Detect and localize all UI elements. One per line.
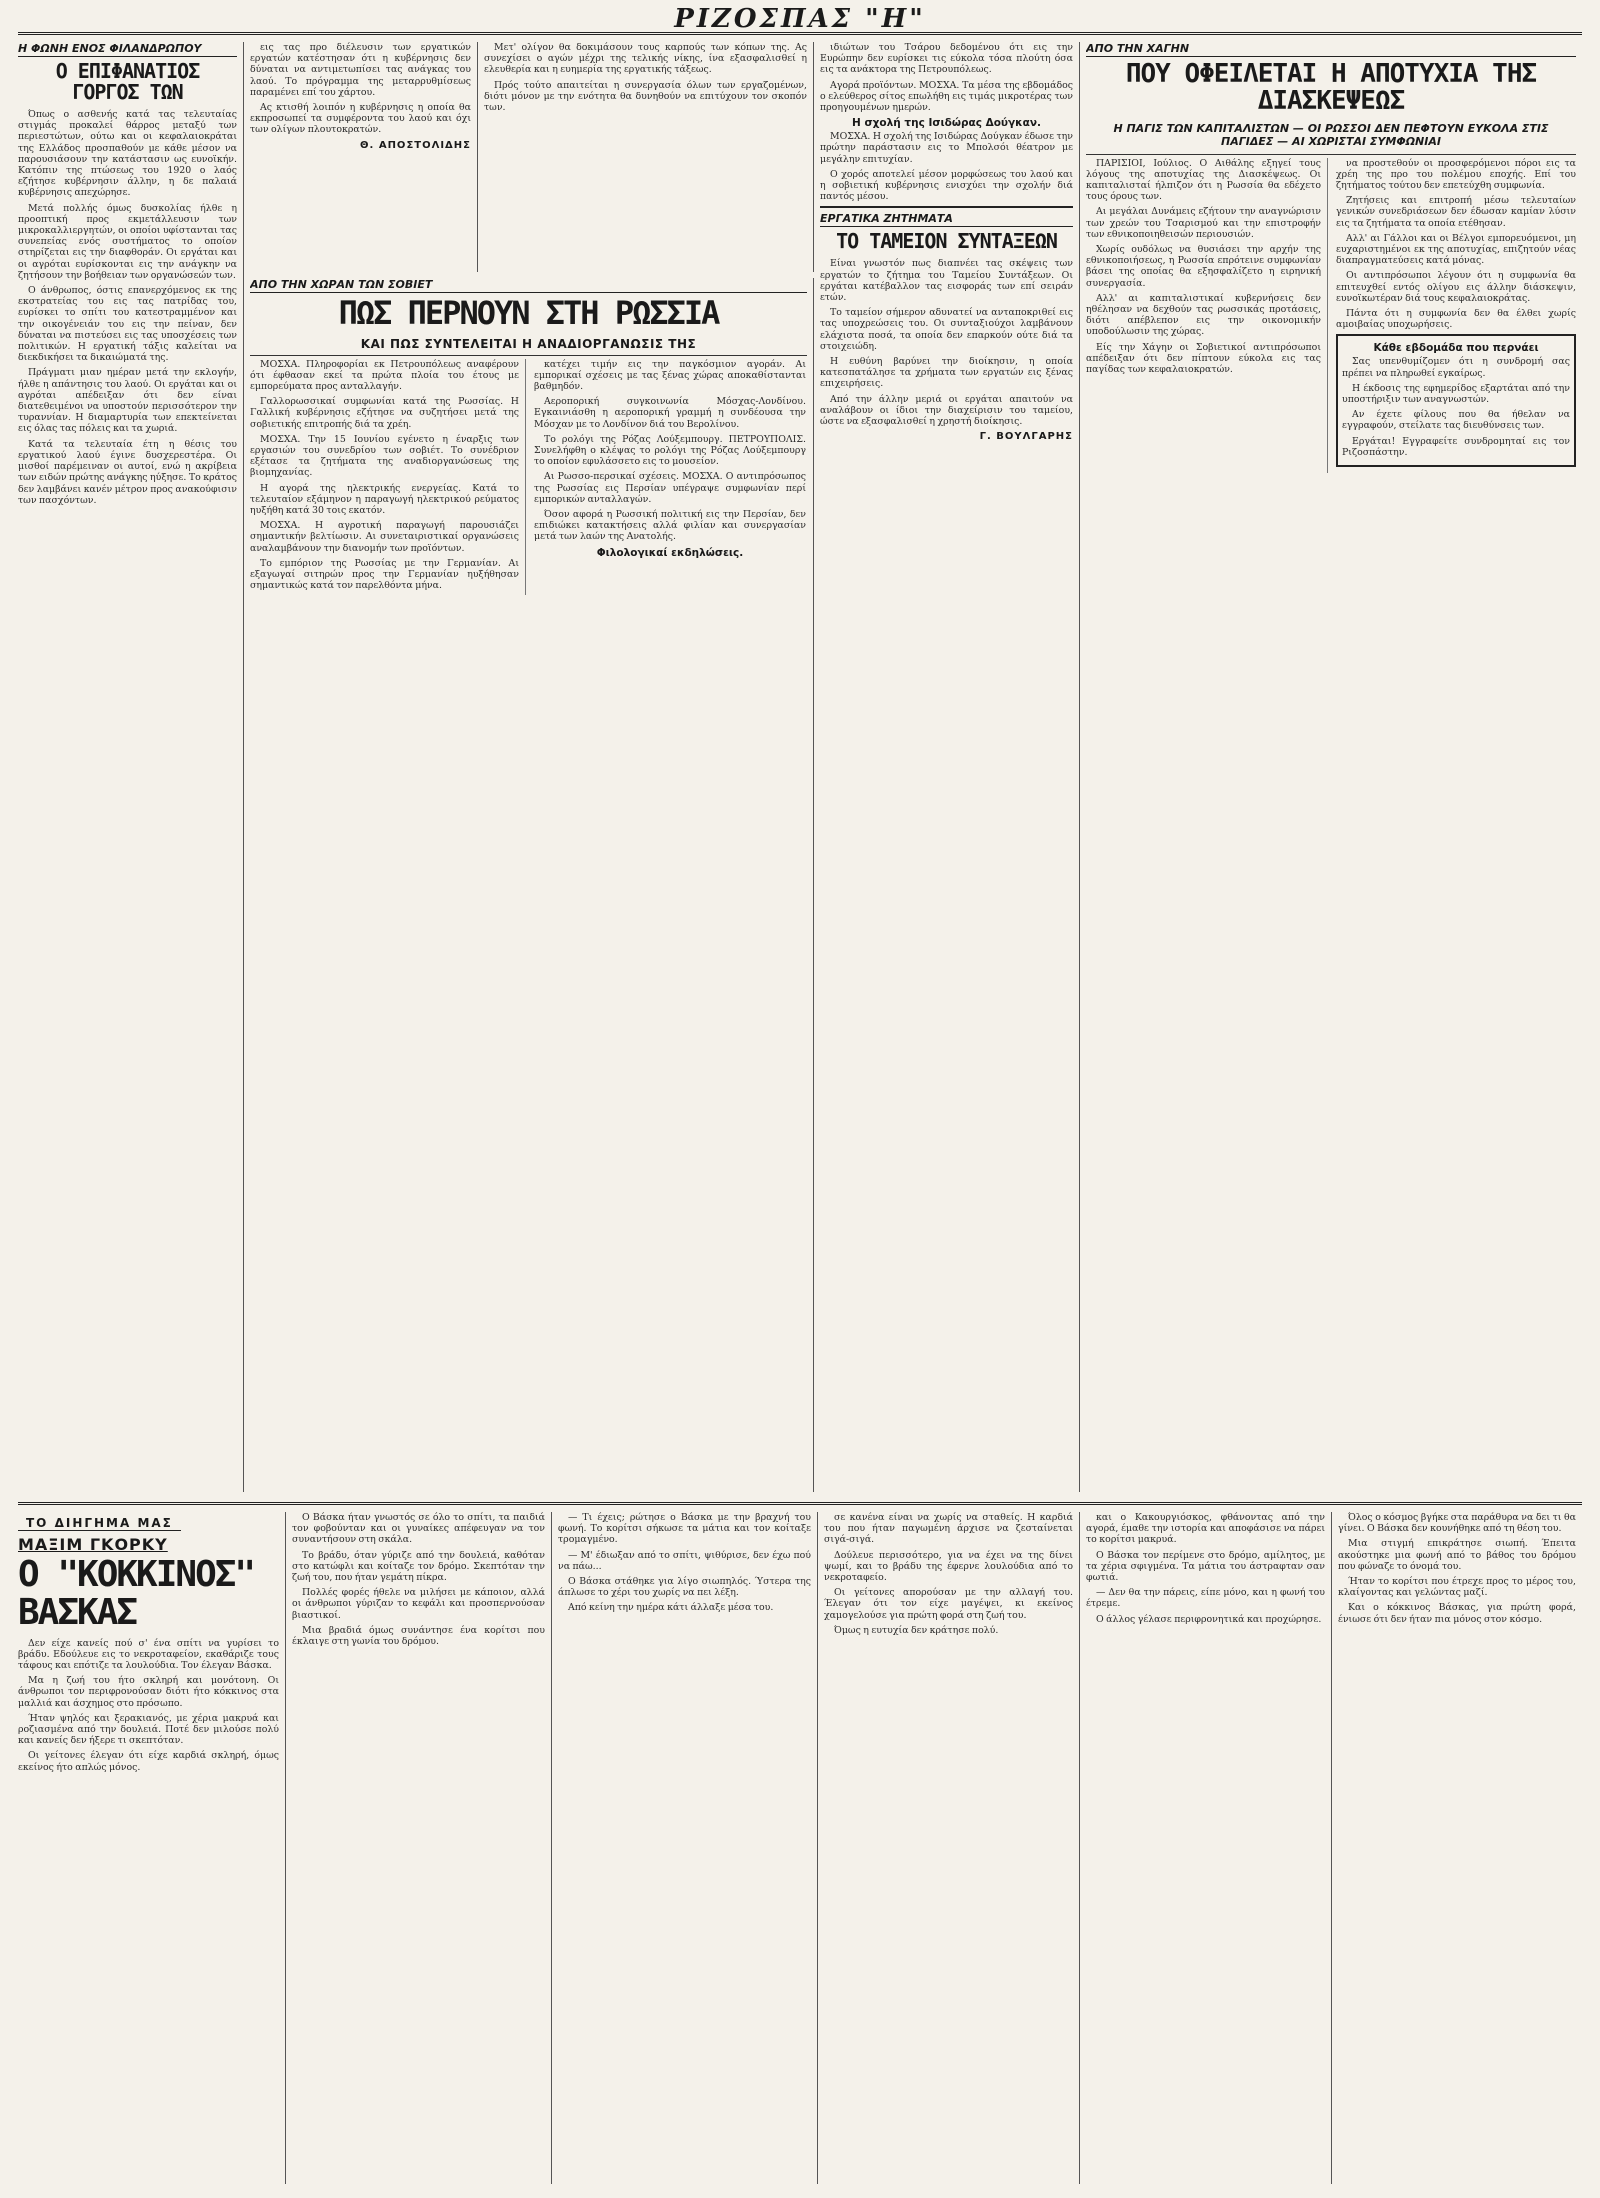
divider — [1086, 154, 1576, 155]
story-column-2 — [292, 1512, 552, 2184]
story-paragraph: Και ο κόκκινος Βάσκας, για πρώτη φορά, ένιωσε ότι δεν ήταν πια μόνος στον κόσμο. — [1338, 1602, 1576, 1625]
article-paragraph: Μετ' ολίγον θα δοκιμάσουν τους καρπούς των κόπων της. Ας συνεχίσει ο αγών μέχρι της τελικής νίκης, ίνα εξασφαλισθεί η ελευθερία και η ευημερία της εργατικής τάξεως. — [484, 42, 807, 76]
article-paragraph: Αεροπορική συγκοινωνία Μόσχας-Λονδίνου. Εγκαινιάσθη η αεροπορική γραμμή η συνδέουσα την Μόσχαν με το Λονδίνον διά του Βερολίνου. — [534, 396, 806, 430]
subscription-notice — [1336, 334, 1576, 467]
article-paragraph: Πράγματι μιαν ημέραν μετά την εκλογήν, ήλθε η απάντησις του λαού. Οι εργάται και οι αγρόται απέδειξαν ότι δεν είναι διατεθειμένοι να υποστούν περισσότερον την τυραννίαν. Η διαμαρτυρία των επεκτείνεται εις όλας τας πόλεις και τα χωριά. — [18, 367, 237, 435]
article-kicker: ΕΡΓΑΤΙΚΑ ΖΗΤΗΜΑΤΑ — [820, 212, 1073, 227]
story-paragraph: Δεν είχε κανείς πού σ' ένα σπίτι να γυρίσει το βράδυ. Εδούλευε εις το νεκροταφείον, εκαθάριζε τους τάφους και επότιζε τα λουλούδια. Τον έλεγαν Βάσκα. — [18, 1637, 279, 1671]
article-kicker: Η ΦΩΝΗ ΕΝΟΣ ΦΙΛΑΝΔΡΩΠΟΥ — [18, 42, 237, 57]
story-paragraph: — Δεν θα την πάρεις, είπε μόνο, και η φωνή του έτρεμε. — [1086, 1587, 1325, 1610]
story-author: ΜΑΞΙΜ ΓΚΟΡΚΥ — [18, 1535, 168, 1554]
story-paragraph: Από κείνη την ημέρα κάτι άλλαξε μέσα του. — [568, 1602, 774, 1614]
notice-paragraph: Αν έχετε φίλους που θα ήθελαν να εγγραφούν, στείλατε τας διευθύνσεις των. — [1342, 409, 1570, 432]
notice-paragraph: Σας υπενθυμίζομεν ότι η συνδρομή σας πρέπει να πληρωθεί εγκαίρως. — [1342, 356, 1570, 379]
article-headline: ΤΟ ΤΑΜΕΙΟΝ ΣΥΝΤΑΞΕΩΝ — [836, 229, 1057, 254]
section-title: Η σχολή της Ισιδώρας Δούγκαν. — [852, 117, 1041, 130]
article-paragraph: ΜΟΣΧΑ. Πληροφορίαι εκ Πετρουπόλεως αναφέρουν ότι έφθασαν εκεί τα πρώτα πλοία του έτους με εμπορεύματα προς ανταλλαγήν. — [250, 358, 519, 392]
story-paragraph: Ήταν το κορίτσι που έτρεχε προς το μέρος του, κλαίγοντας και γελώντας μαζί. — [1338, 1576, 1576, 1599]
article-paragraph: ΜΟΣΧΑ. Η σχολή της Ισιδώρας Δούγκαν έδωσε την πρώτην παράστασιν εις το Μπολσόι θέατρον με μεγάλην επιτυχίαν. — [820, 131, 1073, 165]
article-paragraph: Γαλλορωσσικαί συμφωνίαι κατά της Ρωσσίας. Η Γαλλική κυβέρνησις εζήτησε να συζητήσει μετά της σοβιετικής επιτροπής διά τα χρέη. — [250, 396, 519, 430]
story-paragraph: Ο άλλος γέλασε περιφρονητικά και προχώρησε. — [1096, 1613, 1322, 1625]
article-paragraph: Ζητήσεις και επιτροπή μέσω τελευταίων γενικών συνεδριάσεων δεν έδωσαν καμίαν λύσιν εις τα ζητήματα τα οποία ετέθησαν. — [1336, 195, 1576, 229]
article-paragraph: εις τας προ διέλευσιν των εργατικών εργατών κατέστησαν ότι η κυβέρνησις δεν δύναται να αντιμετωπίσει τας ανάγκας του λαού. Το πρόγραμμα της μεταρρυθμίσεως παραμένει επί του χάρτου. — [250, 42, 471, 98]
article-paragraph: Ο χορός αποτελεί μέσον μορφώσεως του λαού και η σοβιετική κυβέρνησις ενισχύει την σχολήν διά παντός μέσου. — [820, 168, 1073, 203]
hague-article — [1086, 42, 1582, 1492]
article-kicker: ΑΠΟ ΤΗΝ ΧΩΡΑΝ ΤΩΝ ΣΟΒΙΕΤ — [250, 278, 807, 293]
article-headline: ΠΟΥ ΟΦΕΙΛΕΤΑΙ Η ΑΠΟΤΥΧΙΑ ΤΗΣ ΔΙΑΣΚΕΨΕΩΣ — [1125, 59, 1537, 117]
story-column-5 — [1086, 1512, 1332, 2184]
story-paragraph: Δούλευε περισσότερο, για να έχει να της δίνει ψωμί, και το βράδυ της έφερνε λουλούδια από το νεκροταφείο. — [824, 1549, 1073, 1584]
story-paragraph: Πολλές φορές ήθελε να μιλήσει με κάποιον, αλλά οι άνθρωποι γύριζαν το κεφάλι και προσπερνούσαν βιαστικοί. — [292, 1587, 545, 1621]
article-paragraph: Η ευθύνη βαρύνει την διοίκησιν, η οποία κατεσπατάλησε τα χρήματα των εργατών εις ξένας επιχειρήσεις. — [820, 356, 1073, 390]
newspaper-title: ΡΙΖΟΣΠΑΣ "Η" — [674, 4, 926, 34]
article-paragraph: να προστεθούν οι προσφερόμενοι πόροι εις τα χρέη της προ του πολέμου εποχής. Επί του ζητήματος τούτου δεν επετεύχθη συμφωνία. — [1336, 157, 1576, 191]
story-paragraph: Μια στιγμή επικράτησε σιωπή. Έπειτα ακούστηκε μια φωνή από το βάθος του δρόμου που φώναζε το όνομά του. — [1338, 1538, 1576, 1572]
article-paragraph: Αλλ' αι καπιταλιστικαί κυβερνήσεις δεν ηθέλησαν να δεχθούν τας ρωσσικάς προτάσεις, διότι απέβλεπον εις την οικονομικήν υποδούλωσιν της χώρας. — [1086, 292, 1321, 338]
article-paragraph: Όπως ο ασθενής κατά τας τελευταίας στιγμάς προκαλεί θάρρος μεταξύ των περιεστώτων, ούτω και οι κεφαλαιοκράται της Ελλάδος προσπαθούν με κάθε μέσον να παρουσιάσουν την κατάστασιν ως ευνοϊκήν. Κατόπιν της πτώσεως του 1920 ο λαός εζήτησε κυβέρνησιν άλλην, η δε παλαιά κυβέρνησις απεχώρησε. — [18, 109, 237, 199]
soviet-article — [250, 278, 814, 1492]
story-paragraph: Όλος ο κόσμος βγήκε στα παράθυρα να δει τι θα γίνει. Ο Βάσκα δεν κουνήθηκε από τη θέση του. — [1338, 1512, 1576, 1535]
story-paragraph: Οι γείτονες απορούσαν με την αλλαγή του. Έλεγαν ότι τον είχε μαγέψει, κι εκείνος χαμογελούσε για πρώτη φορά στη ζωή του. — [824, 1587, 1073, 1621]
column-3-upper — [484, 42, 814, 272]
article-paragraph: ιδιώτων του Τσάρου δεδομένου ότι εις την Ευρώπην δεν ευρίσκει τις εύκολα τόσα πλούτη όσα εις τα ανάκτορα της Πετρουπόλεως. — [820, 42, 1073, 76]
article-paragraph: Πάντα ότι η συμφωνία δεν θα έλθει χωρίς αμοιβαίας υποχωρήσεις. — [1336, 308, 1576, 331]
column-5 — [820, 42, 1080, 1492]
notice-title: Κάθε εβδομάδα που περνάει — [1373, 342, 1539, 355]
article-paragraph: ΠΑΡΙΣΙΟΙ, Ιούλιος. Ο Αιθάλης εξηγεί τους λόγους της αποτυχίας της Διασκέψεως. Οι καπιταλισταί ήλπιζον ότι η Ρωσσία θα εδέχετο τους όρους των. — [1086, 157, 1321, 203]
article-paragraph: Το εμπόριον της Ρωσσίας με την Γερμανίαν. Αι εξαγωγαί σιτηρών προς την Γερμανίαν ηυξήθησαν σημαντικώς κατά τον παρελθόντα μήνα. — [250, 557, 519, 592]
column-2-upper — [250, 42, 478, 272]
story-column-6 — [1338, 1512, 1582, 2184]
section-title: Φιλολογικαί εκδηλώσεις. — [596, 546, 744, 559]
article-kicker: ΑΠΟ ΤΗΝ ΧΑΓΗΝ — [1086, 42, 1576, 57]
article-paragraph: Οι αντιπρόσωποι λέγουν ότι η συμφωνία θα επιτευχθεί εντός ολίγου εις άλλην διάσκεψιν, ευνοϊκωτέραν διά τους κεφαλαιοκράτας. — [1336, 270, 1576, 304]
article-paragraph: Ο άνθρωπος, όστις επανερχόμενος εκ της εκστρατείας του εις τας πατρίδας του, ευρίσκει το σπίτι του κατεστραμμένον και την οικογένειάν του εις την πείναν, δεν δύναται να πιστεύσει εις τας υποσχέσεις των πολιτικών. Η εργατική τάξις καλείται να διεκδικήσει τα δικαιώματά της. — [18, 285, 237, 364]
story-paragraph: — Τι έχεις; ρώτησε ο Βάσκα με την βραχνή του φωνή. Το κορίτσι σήκωσε τα μάτια και τον κοίταξε τρομαγμένο. — [558, 1512, 811, 1546]
story-column-4 — [824, 1512, 1080, 2184]
story-paragraph: Ήταν ψηλός και ξερακιανός, με χέρια μακρυά και ροζιασμένα από την δουλειά. Ποτέ δεν μιλούσε πολύ και κανείς δεν ήξερε τι σκεπτόταν. — [18, 1712, 279, 1747]
soviet-right-column — [534, 359, 806, 596]
article-paragraph: Είναι γνωστόν πως διαπνέει τας σκέψεις των εργατών το ζήτημα του Ταμείου Συντάξεων. Οι εργάται κατέβαλλον τας εισφοράς των επί σειράν ετών. — [820, 258, 1073, 304]
column-1 — [18, 42, 244, 1492]
masthead — [18, 6, 1582, 35]
article-paragraph: Κατά τα τελευταία έτη η θέσις του εργατικού λαού έγινε δυσχερεστέρα. Οι μισθοί παρέμειναν οι αυτοί, ενώ η ακρίβεια των ειδών πρώτης ανάγκης ηύξησε. Το κράτος δεν λαμβάνει κανέν μέτρον προς ανακούφισιν των πασχόντων. — [18, 438, 238, 506]
story-paragraph: Όμως η ευτυχία δεν κράτησε πολύ. — [834, 1624, 999, 1636]
section-label: ΤΟ ΔΙΗΓΗΜΑ ΜΑΣ — [18, 1516, 181, 1531]
article-paragraph: Από την άλλην μεριά οι εργάται απαιτούν να αναλάβουν οι ίδιοι την διαχείρισιν του ταμείου, ώστε να εξασφαλισθεί η χρηστή διοίκησις. — [820, 393, 1073, 428]
article-signature: Γ. ΒΟΥΛΓΑΡΗΣ — [979, 431, 1073, 443]
article-headline: Ο ΕΠΙΦΑΝΑΤΙΟΣ ΓΟΡΓΟΣ ΤΩΝ — [55, 59, 200, 104]
article-paragraph: ΜΟΣΧΑ. Την 15 Ιουνίου εγένετο η έναρξις των εργασιών του συνεδρίου των σοβιέτ. Το συνέδριον εξέτασε τα ζητήματα της αναδιοργανώσεως της βιομηχανίας. — [250, 433, 519, 479]
article-paragraph: Η αγορά της ηλεκτρικής ενεργείας. Κατά το τελευταίον εξάμηνον η παραγωγή ηλεκτρικού ρεύματος ηυξήθη κατά 30 τοις εκατόν. — [250, 482, 519, 517]
divider — [250, 355, 807, 356]
article-paragraph: Το ρολόγι της Ρόζας Λούξεμπουργ. ΠΕΤΡΟΥΠΟΛΙΣ. Συνελήφθη ο κλέψας το ρολόγι της Ρόζας Λούξεμπουργ το οποίον εφυλάσσετο εις το μουσείον. — [534, 433, 806, 468]
article-paragraph: ΜΟΣΧΑ. Η αγροτική παραγωγή παρουσιάζει σημαντικήν βελτίωσιν. Αι συνεταιριστικαί οργανώσεις αναλαμβάνουν την διανομήν των προϊόντων. — [250, 520, 519, 554]
section-divider — [18, 1502, 1582, 1505]
article-paragraph: Αι μεγάλαι Δυνάμεις εζήτουν την αναγνώρισιν των χρεών του Τσαρισμού και την επιστροφήν των εθνικοποιηθεισών περιουσιών. — [1086, 206, 1321, 240]
article-headline: ΠΩΣ ΠΕΡΝΟΥΝ ΣΤΗ ΡΩΣΣΙΑ — [338, 294, 719, 332]
story-paragraph: Ο Βάσκα στάθηκε για λίγο σιωπηλός. Ύστερα της άπλωσε το χέρι του χωρίς να πει λέξη. — [558, 1576, 811, 1599]
article-paragraph: Όσον αφορά η Ρωσσική πολιτική εις την Περσίαν, δεν επιδιώκει κατακτήσεις αλλά φιλίαν και συνεργασίαν μετά των λαών της Ανατολής. — [534, 509, 806, 543]
story-paragraph: — Μ' έδιωξαν από το σπίτι, ψιθύρισε, δεν έχω πού να πάω... — [558, 1549, 811, 1572]
hague-right-column — [1336, 158, 1576, 473]
story-paragraph: Ο Βάσκα ήταν γνωστός σε όλο το σπίτι, τα παιδιά τον φοβούνταν και οι γυναίκες απέφευγαν να τον συναντήσουν στη σκάλα. — [292, 1512, 545, 1546]
story-column-1 — [18, 1512, 286, 2184]
story-title: Ο "ΚΟΚΚΙΝΟΣ" ΒΑΣΚΑΣ — [18, 1554, 255, 1633]
story-paragraph: Το βράδυ, όταν γύριζε από την δουλειά, καθόταν στο κατώφλι και κοίταζε τον δρόμο. Σκεπτόταν την ζωή του, που ήταν γεμάτη πίκρα. — [292, 1549, 545, 1584]
story-paragraph: σε κανένα είναι να χωρίς να σταθείς. Η καρδιά του που ήταν παγωμένη άρχισε να ζεσταίνεται σιγά-σιγά. — [824, 1512, 1073, 1546]
article-paragraph: Ας κτισθή λοιπόν η κυβέρνησις η οποία θα εκπροσωπεί τα συμφέροντα του λαού και όχι των ολίγων πλουτοκρατών. — [250, 102, 471, 136]
newspaper-page — [18, 6, 1582, 2190]
story-paragraph: Μια βραδιά όμως συνάντησε ένα κορίτσι που έκλαιγε στη γωνία του δρόμου. — [292, 1624, 545, 1648]
article-paragraph: Αγορά προϊόντων. ΜΟΣΧΑ. Τα μέσα της εβδομάδος ο ελεύθερος σίτος επωλήθη εις τιμάς μικροτέρας των προηγουμένων ημερών. — [820, 79, 1073, 114]
article-subhead: ΚΑΙ ΠΩΣ ΣΥΝΤΕΛΕΙΤΑΙ Η ΑΝΑΔΙΟΡΓΑΝΩΣΙΣ ΤΗΣ — [360, 336, 697, 351]
article-paragraph: Το ταμείον σήμερον αδυνατεί να ανταποκριθεί εις τας υποχρεώσεις του. Οι συνταξιούχοι λαμβάνουν ελάχιστα ποσά, τα οποία δεν επαρκούν ούτε διά τα στοιχειώδη. — [820, 307, 1073, 352]
notice-paragraph: Η έκδοσις της εφημερίδος εξαρτάται από την υποστήριξιν των αναγνωστών. — [1342, 382, 1570, 406]
article-paragraph: Αι Ρωσσο-περσικαί σχέσεις. ΜΟΣΧΑ. Ο αντιπρόσωπος της Ρωσσίας εις Περσίαν υπέγραψε συμφωνίαν περί εμπορικών ανταλλαγών. — [534, 471, 806, 505]
article-deck: Η ΠΑΓΙΣ ΤΩΝ ΚΑΠΙΤΑΛΙΣΤΩΝ — ΟΙ ΡΩΣΣΟΙ ΔΕΝ ΠΕΦΤΟΥΝ ΕΥΚΟΛΑ ΣΤΙΣ ΠΑΓΙΔΕΣ — ΑΙ ΧΩΡΙΣΤΑΙ ΣΥΜΦΩΝΙΑΙ — [1113, 121, 1549, 148]
divider — [820, 206, 1073, 208]
story-paragraph: Οι γείτονες έλεγαν ότι είχε καρδιά σκληρή, όμως εκείνος ήτο απλώς μόνος. — [18, 1750, 279, 1773]
article-paragraph: Είς την Χάγην οι Σοβιετικοί αντιπρόσωποι απέδειξαν ότι δεν πίπτουν εύκολα εις τας παγίδας των κεφαλαιοκρατών. — [1086, 341, 1321, 376]
article-signature: Θ. ΑΠΟΣΤΟΛΙΔΗΣ — [360, 139, 471, 151]
story-paragraph: Ο Βάσκα τον περίμενε στο δρόμο, αμίλητος, με τα χέρια σφιγμένα. Τα μάτια του άστραφταν σαν φωτιά. — [1086, 1549, 1325, 1584]
article-paragraph: Πρός τούτο απαιτείται η συνεργασία όλων των εργαζομένων, διότι μόνον με την ενότητα θα δυνηθούν να επιτύχουν τον σκοπόν των. — [484, 79, 807, 114]
story-column-3 — [558, 1512, 818, 2184]
hague-left-column — [1086, 158, 1328, 473]
soviet-left-column — [250, 359, 526, 596]
story-paragraph: και ο Κακουργιόσκος, φθάνοντας από την αγορά, έμαθε την ιστορία και αποφάσισε να πάρει το κορίτσι μακρυά. — [1086, 1512, 1325, 1546]
notice-paragraph: Εργάται! Εγγραφείτε συνδρομηταί εις τον Ριζοσπάστην. — [1342, 435, 1570, 458]
story-paragraph: Μα η ζωή του ήτο σκληρή και μονότονη. Οι άνθρωποι τον περιφρονούσαν διότι ήτο κόκκινος στα μαλλιά και άσχημος στο πρόσωπο. — [18, 1675, 279, 1709]
article-paragraph: Μετά πολλής όμως δυσκολίας ήλθε η προοπτική προς εκμετάλλευσιν των μικροκαλλιεργητών, οι οποίοι υφίστανται τας συνεπείας ενός συστήματος το οποίον στηρίζεται εις την διαφθοράν. Οι εργάται και οι αγρόται ευρίσκονται εις την ανάγκην να ζητήσουν την βοήθειαν των οργανώσεών των. — [18, 202, 237, 281]
article-paragraph: κατέχει τιμήν εις την παγκόσμιον αγοράν. Αι εμπορικαί σχέσεις με τας ξένας χώρας αποκαθίστανται βαθμηδόν. — [534, 358, 806, 392]
article-paragraph: Χωρίς ουδόλως να θυσιάσει την αρχήν της εθνικοποιήσεως, η Ρωσσία επρότεινε συμφωνίαν βάσει της οποίας θα εξησφαλίζετο η ειρηνική συνεργασία. — [1086, 244, 1321, 289]
article-paragraph: Αλλ' αι Γάλλοι και οι Βέλγοι εμπορευόμενοι, μη ευχαριστημένοι εκ της αποτυχίας, επιζητούν νέας διαπραγματεύσεις κατά μόνας. — [1336, 232, 1576, 267]
